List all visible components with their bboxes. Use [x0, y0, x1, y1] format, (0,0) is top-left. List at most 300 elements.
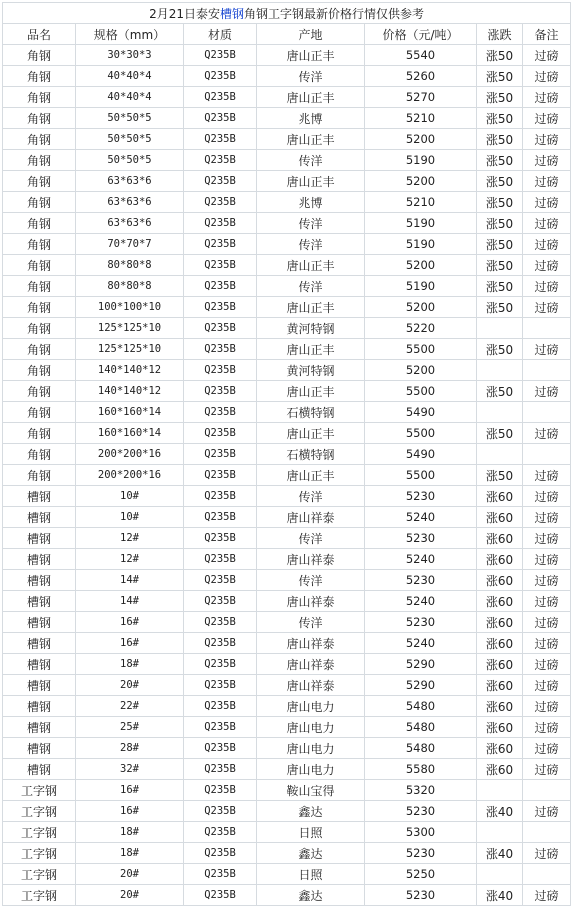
cell-remark: 过磅: [523, 549, 571, 570]
cell-name: 槽钢: [3, 591, 76, 612]
cell-spec: 100*100*10: [76, 297, 184, 318]
cell-origin: 鞍山宝得: [257, 780, 365, 801]
cell-origin: 传洋: [257, 486, 365, 507]
cell-remark: [523, 864, 571, 885]
cell-origin: 传洋: [257, 234, 365, 255]
cell-origin: 唐山正丰: [257, 45, 365, 66]
cell-spec: 12#: [76, 549, 184, 570]
cell-name: 角钢: [3, 444, 76, 465]
cell-spec: 200*200*16: [76, 465, 184, 486]
cell-name: 槽钢: [3, 570, 76, 591]
cell-spec: 40*40*4: [76, 66, 184, 87]
cell-change: 涨60: [477, 612, 523, 633]
cell-price: 5240: [365, 591, 477, 612]
cell-material: Q235B: [184, 339, 257, 360]
cell-origin: 石横特钢: [257, 402, 365, 423]
cell-material: Q235B: [184, 696, 257, 717]
table-row: [3, 675, 571, 696]
cell-remark: 过磅: [523, 675, 571, 696]
cell-origin: 日照: [257, 822, 365, 843]
cell-price: 5260: [365, 66, 477, 87]
cell-change: [477, 822, 523, 843]
cell-change: 涨60: [477, 759, 523, 780]
cell-price: 5190: [365, 213, 477, 234]
cell-name: 角钢: [3, 45, 76, 66]
cell-name: 角钢: [3, 402, 76, 423]
cell-material: Q235B: [184, 381, 257, 402]
cell-spec: 200*200*16: [76, 444, 184, 465]
cell-change: 涨60: [477, 738, 523, 759]
cell-origin: 传洋: [257, 612, 365, 633]
cell-remark: 过磅: [523, 381, 571, 402]
cell-material: Q235B: [184, 171, 257, 192]
cell-remark: 过磅: [523, 801, 571, 822]
cell-name: 角钢: [3, 423, 76, 444]
cell-remark: [523, 780, 571, 801]
cell-spec: 10#: [76, 507, 184, 528]
cell-remark: 过磅: [523, 297, 571, 318]
cell-name: 槽钢: [3, 549, 76, 570]
cell-price: 5190: [365, 234, 477, 255]
cell-change: 涨60: [477, 591, 523, 612]
cell-material: Q235B: [184, 213, 257, 234]
cell-change: 涨50: [477, 255, 523, 276]
table-row: [3, 696, 571, 717]
table-row: [3, 633, 571, 654]
cell-name: 工字钢: [3, 822, 76, 843]
cell-change: [477, 444, 523, 465]
cell-spec: 16#: [76, 780, 184, 801]
cell-name: 槽钢: [3, 654, 76, 675]
cell-remark: 过磅: [523, 633, 571, 654]
cell-name: 角钢: [3, 129, 76, 150]
cell-origin: 唐山正丰: [257, 255, 365, 276]
cell-origin: 传洋: [257, 213, 365, 234]
cell-price: 5500: [365, 465, 477, 486]
cell-remark: 过磅: [523, 276, 571, 297]
cell-change: 涨60: [477, 507, 523, 528]
cell-remark: 过磅: [523, 486, 571, 507]
cell-material: Q235B: [184, 864, 257, 885]
table-row: [3, 150, 571, 171]
cell-name: 槽钢: [3, 633, 76, 654]
cell-spec: 12#: [76, 528, 184, 549]
table-row: [3, 885, 571, 906]
cell-origin: 唐山正丰: [257, 129, 365, 150]
cell-remark: 过磅: [523, 696, 571, 717]
cell-origin: 唐山正丰: [257, 465, 365, 486]
cell-price: 5230: [365, 843, 477, 864]
cell-price: 5240: [365, 633, 477, 654]
cell-material: Q235B: [184, 444, 257, 465]
cell-material: Q235B: [184, 675, 257, 696]
cell-origin: 唐山正丰: [257, 297, 365, 318]
cell-spec: 32#: [76, 759, 184, 780]
cell-price: 5580: [365, 759, 477, 780]
cell-remark: 过磅: [523, 759, 571, 780]
cell-spec: 20#: [76, 885, 184, 906]
cell-origin: 传洋: [257, 570, 365, 591]
cell-change: 涨50: [477, 234, 523, 255]
cell-remark: 过磅: [523, 885, 571, 906]
cell-spec: 16#: [76, 633, 184, 654]
cell-remark: 过磅: [523, 465, 571, 486]
table-title: [3, 3, 571, 24]
cell-change: 涨50: [477, 150, 523, 171]
cell-change: [477, 780, 523, 801]
cell-price: 5200: [365, 171, 477, 192]
table-row: [3, 780, 571, 801]
cell-material: Q235B: [184, 465, 257, 486]
cell-remark: [523, 444, 571, 465]
cell-spec: 63*63*6: [76, 213, 184, 234]
table-row: [3, 171, 571, 192]
table-row: [3, 87, 571, 108]
cell-change: [477, 402, 523, 423]
cell-change: 涨50: [477, 192, 523, 213]
cell-material: Q235B: [184, 759, 257, 780]
cell-material: Q235B: [184, 360, 257, 381]
cell-origin: 唐山正丰: [257, 381, 365, 402]
cell-remark: 过磅: [523, 192, 571, 213]
cell-change: 涨50: [477, 213, 523, 234]
cell-name: 槽钢: [3, 675, 76, 696]
cell-remark: 过磅: [523, 45, 571, 66]
table-row: [3, 66, 571, 87]
cell-price: 5230: [365, 801, 477, 822]
cell-name: 角钢: [3, 213, 76, 234]
cell-origin: 唐山电力: [257, 738, 365, 759]
table-row: [3, 549, 571, 570]
cell-change: 涨60: [477, 528, 523, 549]
cell-name: 角钢: [3, 339, 76, 360]
cell-name: 角钢: [3, 192, 76, 213]
table-row: [3, 717, 571, 738]
cell-remark: 过磅: [523, 843, 571, 864]
cell-spec: 25#: [76, 717, 184, 738]
cell-spec: 70*70*7: [76, 234, 184, 255]
cell-change: 涨50: [477, 171, 523, 192]
cell-spec: 160*160*14: [76, 402, 184, 423]
table-row: [3, 234, 571, 255]
cell-origin: 唐山祥泰: [257, 633, 365, 654]
column-header-spec: 规格（mm）: [76, 24, 184, 45]
cell-spec: 18#: [76, 843, 184, 864]
cell-spec: 14#: [76, 591, 184, 612]
column-header-origin: 产地: [257, 24, 365, 45]
cell-price: 5230: [365, 486, 477, 507]
cell-change: [477, 318, 523, 339]
cell-price: 5250: [365, 864, 477, 885]
cell-remark: [523, 360, 571, 381]
cell-price: 5210: [365, 108, 477, 129]
cell-origin: 鑫达: [257, 843, 365, 864]
price-table-container: [2, 2, 570, 906]
cell-origin: 唐山正丰: [257, 423, 365, 444]
cell-price: 5300: [365, 822, 477, 843]
price-table: [2, 2, 571, 906]
cell-change: 涨50: [477, 465, 523, 486]
cell-material: Q235B: [184, 801, 257, 822]
table-row: [3, 213, 571, 234]
cell-name: 角钢: [3, 255, 76, 276]
cell-price: 5500: [365, 381, 477, 402]
cell-name: 槽钢: [3, 612, 76, 633]
cell-name: 角钢: [3, 234, 76, 255]
cell-spec: 63*63*6: [76, 192, 184, 213]
cell-material: Q235B: [184, 738, 257, 759]
cell-change: 涨50: [477, 66, 523, 87]
cell-spec: 10#: [76, 486, 184, 507]
cell-price: 5490: [365, 402, 477, 423]
cell-remark: 过磅: [523, 171, 571, 192]
cell-change: 涨60: [477, 696, 523, 717]
column-header-change: 涨跌: [477, 24, 523, 45]
cell-spec: 20#: [76, 675, 184, 696]
cell-material: Q235B: [184, 549, 257, 570]
column-header-name: 品名: [3, 24, 76, 45]
cell-remark: 过磅: [523, 570, 571, 591]
cell-name: 工字钢: [3, 801, 76, 822]
table-row: [3, 129, 571, 150]
cell-price: 5540: [365, 45, 477, 66]
cell-price: 5230: [365, 612, 477, 633]
cell-spec: 63*63*6: [76, 171, 184, 192]
cell-change: 涨40: [477, 885, 523, 906]
cell-origin: 唐山祥泰: [257, 591, 365, 612]
cell-remark: 过磅: [523, 339, 571, 360]
cell-spec: 18#: [76, 822, 184, 843]
cell-remark: 过磅: [523, 507, 571, 528]
cell-spec: 14#: [76, 570, 184, 591]
cell-material: Q235B: [184, 633, 257, 654]
cell-material: Q235B: [184, 234, 257, 255]
table-row: [3, 423, 571, 444]
table-row: [3, 465, 571, 486]
cell-material: Q235B: [184, 423, 257, 444]
cell-remark: 过磅: [523, 234, 571, 255]
cell-change: 涨50: [477, 87, 523, 108]
cell-origin: 唐山祥泰: [257, 675, 365, 696]
cell-change: [477, 864, 523, 885]
cell-spec: 16#: [76, 801, 184, 822]
cell-remark: [523, 318, 571, 339]
table-row: [3, 192, 571, 213]
cell-change: 涨50: [477, 129, 523, 150]
table-row: [3, 360, 571, 381]
cell-origin: 传洋: [257, 66, 365, 87]
cell-origin: 鑫达: [257, 885, 365, 906]
cell-price: 5240: [365, 507, 477, 528]
cell-change: 涨60: [477, 570, 523, 591]
cell-remark: 过磅: [523, 423, 571, 444]
title-prefix: 2月21日泰安: [149, 6, 220, 21]
cell-origin: 石横特钢: [257, 444, 365, 465]
cell-remark: 过磅: [523, 108, 571, 129]
cell-price: 5220: [365, 318, 477, 339]
cell-material: Q235B: [184, 297, 257, 318]
cell-change: 涨50: [477, 297, 523, 318]
cell-spec: 30*30*3: [76, 45, 184, 66]
cell-origin: 唐山祥泰: [257, 507, 365, 528]
cell-material: Q235B: [184, 717, 257, 738]
cell-origin: 唐山祥泰: [257, 549, 365, 570]
cell-change: 涨60: [477, 549, 523, 570]
cell-material: Q235B: [184, 66, 257, 87]
cell-remark: 过磅: [523, 213, 571, 234]
cell-origin: 兆博: [257, 192, 365, 213]
cell-material: Q235B: [184, 843, 257, 864]
table-row: [3, 381, 571, 402]
table-row: [3, 759, 571, 780]
cell-material: Q235B: [184, 276, 257, 297]
cell-origin: 传洋: [257, 276, 365, 297]
cell-material: Q235B: [184, 654, 257, 675]
column-header-remark: 备注: [523, 24, 571, 45]
cell-spec: 40*40*4: [76, 87, 184, 108]
cell-name: 角钢: [3, 381, 76, 402]
cell-change: 涨50: [477, 423, 523, 444]
cell-spec: 50*50*5: [76, 129, 184, 150]
cell-change: 涨60: [477, 675, 523, 696]
cell-material: Q235B: [184, 486, 257, 507]
cell-price: 5200: [365, 297, 477, 318]
cell-origin: 唐山正丰: [257, 339, 365, 360]
cell-spec: 160*160*14: [76, 423, 184, 444]
cell-spec: 18#: [76, 654, 184, 675]
column-header-price: 价格（元/吨）: [365, 24, 477, 45]
cell-material: Q235B: [184, 192, 257, 213]
table-row: [3, 444, 571, 465]
cell-origin: 鑫达: [257, 801, 365, 822]
cell-origin: 唐山正丰: [257, 87, 365, 108]
cell-price: 5230: [365, 885, 477, 906]
cell-change: 涨50: [477, 108, 523, 129]
cell-origin: 唐山电力: [257, 759, 365, 780]
cell-origin: 黄河特钢: [257, 360, 365, 381]
cell-price: 5230: [365, 528, 477, 549]
cell-origin: 唐山电力: [257, 696, 365, 717]
cell-material: Q235B: [184, 255, 257, 276]
table-row: [3, 108, 571, 129]
cell-change: 涨50: [477, 276, 523, 297]
cell-name: 工字钢: [3, 843, 76, 864]
cell-material: Q235B: [184, 402, 257, 423]
table-title-row: [3, 3, 571, 24]
cell-remark: 过磅: [523, 717, 571, 738]
cell-remark: 过磅: [523, 528, 571, 549]
cell-name: 槽钢: [3, 759, 76, 780]
column-header-row: [3, 24, 571, 45]
cell-name: 角钢: [3, 108, 76, 129]
table-row: [3, 822, 571, 843]
cell-remark: 过磅: [523, 150, 571, 171]
cell-origin: 唐山正丰: [257, 171, 365, 192]
cell-price: 5200: [365, 255, 477, 276]
cell-material: Q235B: [184, 591, 257, 612]
cell-change: 涨40: [477, 843, 523, 864]
cell-remark: 过磅: [523, 255, 571, 276]
cell-name: 工字钢: [3, 885, 76, 906]
cell-origin: 传洋: [257, 528, 365, 549]
cell-name: 槽钢: [3, 696, 76, 717]
cell-material: Q235B: [184, 150, 257, 171]
table-row: [3, 591, 571, 612]
title-link-channel-steel[interactable]: 槽钢: [219, 6, 244, 21]
cell-price: 5210: [365, 192, 477, 213]
cell-price: 5480: [365, 738, 477, 759]
cell-material: Q235B: [184, 528, 257, 549]
cell-remark: [523, 402, 571, 423]
cell-material: Q235B: [184, 87, 257, 108]
cell-price: 5320: [365, 780, 477, 801]
cell-name: 槽钢: [3, 507, 76, 528]
cell-remark: 过磅: [523, 738, 571, 759]
cell-spec: 16#: [76, 612, 184, 633]
table-row: [3, 318, 571, 339]
cell-origin: 日照: [257, 864, 365, 885]
cell-name: 角钢: [3, 465, 76, 486]
cell-price: 5480: [365, 717, 477, 738]
table-row: [3, 297, 571, 318]
table-row: [3, 402, 571, 423]
cell-name: 槽钢: [3, 486, 76, 507]
cell-name: 角钢: [3, 318, 76, 339]
cell-material: Q235B: [184, 570, 257, 591]
cell-price: 5200: [365, 360, 477, 381]
cell-material: Q235B: [184, 822, 257, 843]
cell-price: 5190: [365, 276, 477, 297]
cell-spec: 80*80*8: [76, 255, 184, 276]
cell-remark: [523, 822, 571, 843]
table-row: [3, 843, 571, 864]
table-row: [3, 801, 571, 822]
cell-material: Q235B: [184, 507, 257, 528]
cell-name: 角钢: [3, 87, 76, 108]
cell-name: 角钢: [3, 297, 76, 318]
table-row: [3, 528, 571, 549]
cell-price: 5190: [365, 150, 477, 171]
cell-price: 5270: [365, 87, 477, 108]
cell-material: Q235B: [184, 108, 257, 129]
cell-origin: 唐山电力: [257, 717, 365, 738]
cell-origin: 兆博: [257, 108, 365, 129]
table-row: [3, 612, 571, 633]
cell-price: 5290: [365, 654, 477, 675]
cell-material: Q235B: [184, 780, 257, 801]
cell-material: Q235B: [184, 318, 257, 339]
cell-change: 涨50: [477, 381, 523, 402]
cell-origin: 黄河特钢: [257, 318, 365, 339]
cell-change: 涨50: [477, 45, 523, 66]
cell-name: 槽钢: [3, 738, 76, 759]
cell-change: 涨60: [477, 717, 523, 738]
cell-change: [477, 360, 523, 381]
cell-price: 5230: [365, 570, 477, 591]
table-row: [3, 654, 571, 675]
cell-remark: 过磅: [523, 87, 571, 108]
cell-remark: 过磅: [523, 591, 571, 612]
cell-origin: 唐山祥泰: [257, 654, 365, 675]
cell-change: 涨50: [477, 339, 523, 360]
cell-price: 5480: [365, 696, 477, 717]
table-body: [3, 45, 571, 906]
title-suffix: 角钢工字钢最新价格行情仅供参考: [244, 6, 425, 21]
cell-remark: 过磅: [523, 612, 571, 633]
cell-spec: 50*50*5: [76, 150, 184, 171]
cell-remark: 过磅: [523, 129, 571, 150]
cell-price: 5490: [365, 444, 477, 465]
